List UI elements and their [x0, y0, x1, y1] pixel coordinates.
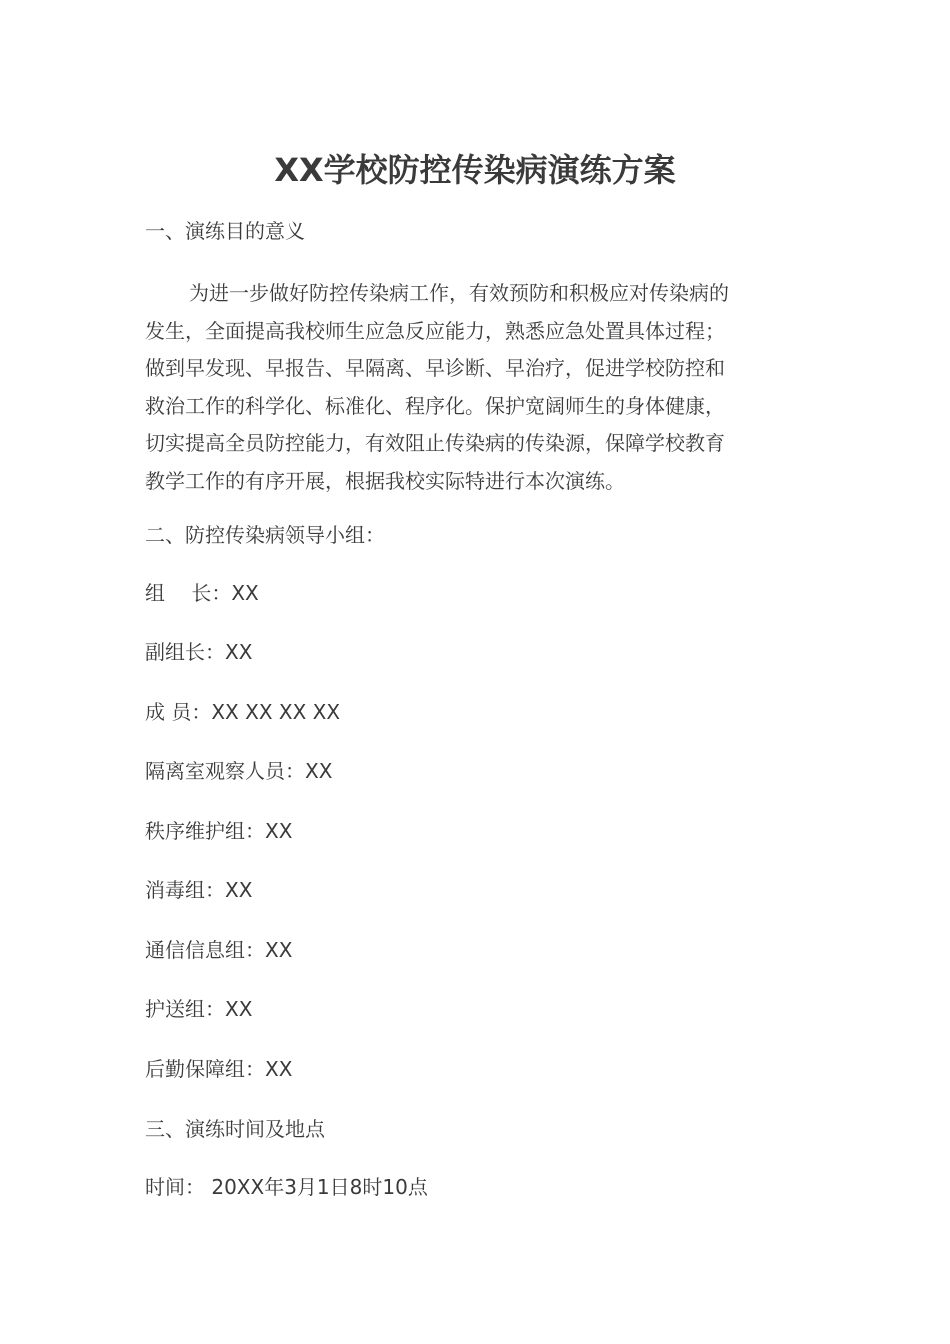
member-value: XX XX XX XX	[211, 700, 341, 724]
member-value: XX	[265, 1057, 293, 1081]
member-row-members	[145, 699, 340, 725]
paragraph-line: 做到早发现、早报告、早隔离、早诊断、早治疗，促进学校防控和	[145, 356, 725, 380]
drill-time-row	[145, 1174, 428, 1200]
member-row-leader	[145, 580, 259, 606]
section-heading-leadership: 二、防控传染病领导小组：	[145, 523, 385, 547]
paragraph-line: 教学工作的有序开展，根据我校实际特进行本次演练。	[145, 468, 625, 493]
paragraph-line: 切实提高全员防控能力，有效阻止传染病的传染源，保障学校教育	[145, 431, 725, 455]
member-label: 副组长：	[145, 640, 225, 664]
member-value: XX	[305, 759, 333, 783]
member-label: 秩序维护组：	[145, 819, 265, 843]
member-label: 通信信息组：	[145, 938, 265, 962]
section-heading-time-place: 三、演练时间及地点	[145, 1117, 325, 1141]
member-row-disinfection	[145, 877, 252, 903]
paragraph-line: 救治工作的科学化、标准化、程序化。保护宽阔师生的身体健康，	[145, 393, 725, 418]
member-row-order	[145, 818, 292, 844]
member-row-communication	[145, 937, 292, 963]
member-label: 后勤保障组：	[145, 1057, 265, 1081]
member-row-logistics	[145, 1056, 292, 1082]
member-label: 组 长：	[145, 581, 232, 605]
time-value: 20XX年3月1日8时10点	[205, 1175, 428, 1199]
paragraph-line: 发生，全面提高我校师生应急反应能力，熟悉应急处置具体过程；	[145, 318, 725, 343]
purpose-paragraph	[145, 275, 795, 500]
time-label: 时间：	[145, 1175, 205, 1199]
member-value: XX	[225, 878, 253, 902]
section-heading-purpose: 一、演练目的意义	[145, 219, 305, 243]
member-label: 成 员：	[145, 700, 212, 724]
member-value: XX	[225, 640, 253, 664]
member-row-isolation	[145, 758, 332, 784]
document-title: XX学校防控传染病演练方案	[274, 151, 676, 189]
member-value: XX	[225, 997, 253, 1021]
member-value: XX	[265, 938, 293, 962]
member-label: 护送组：	[145, 997, 225, 1021]
member-label: 消毒组：	[145, 878, 225, 902]
member-label: 隔离室观察人员：	[145, 759, 305, 783]
member-row-deputy	[145, 639, 252, 665]
member-row-escort	[145, 996, 252, 1022]
member-value: XX	[231, 581, 259, 605]
member-value: XX	[265, 819, 293, 843]
paragraph-line: 为进一步做好防控传染病工作，有效预防和积极应对传染病的	[189, 281, 729, 305]
